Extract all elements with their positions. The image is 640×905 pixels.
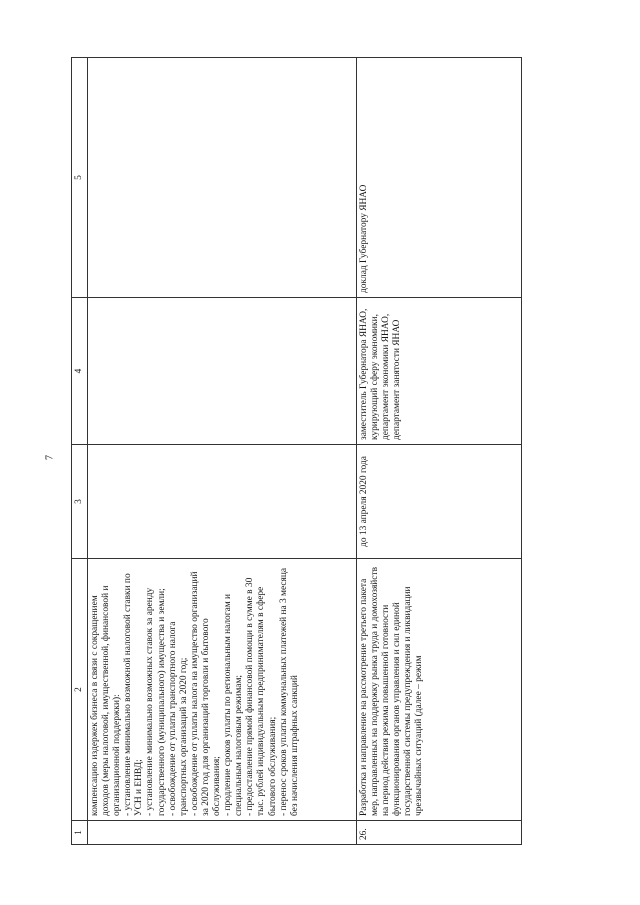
description-paragraph: - установление минимально возможной налоговой ставки по УСН и ЕНВД;	[123, 573, 145, 816]
table-row	[357, 58, 522, 845]
description-paragraph: - освобождение от уплаты транспортного налога транспортных организаций за 2020 год;	[167, 621, 189, 816]
column-number: 1	[72, 821, 88, 845]
description-paragraph: - продление сроков уплаты по региональным налогам и специальным налоговым режимам;	[223, 593, 245, 816]
result-cell	[88, 58, 357, 298]
column-number-row	[72, 58, 88, 845]
table-row	[88, 58, 357, 845]
term-cell: до 13 апреля 2020 года	[357, 445, 522, 559]
description-paragraph: - освобождение от уплаты налога на имущество организаций за 2020 год для организаций торговли и бытового обслуживания;	[189, 571, 223, 816]
term-cell	[88, 445, 357, 559]
column-number: 3	[72, 445, 88, 559]
description-paragraph: компенсацию издержек бизнеса в связи с сокращением доходов (меры налоговой, имущественной, финансовой и организационной поддержки):	[90, 585, 123, 816]
rotated-table-frame	[71, 58, 516, 845]
column-number: 5	[72, 58, 88, 298]
measure-description-cell	[88, 559, 357, 821]
row-number-cell: 26.	[357, 821, 522, 845]
measures-table	[71, 57, 522, 845]
measure-description-cell	[357, 559, 522, 821]
result-cell: доклад Губернатору ЯНАО	[357, 58, 522, 298]
row-number-cell	[88, 821, 357, 845]
column-number: 2	[72, 559, 88, 821]
page-number: 7	[44, 455, 56, 460]
description-paragraph: - перенос сроков уплаты коммунальных платежей на 3 месяца без начисления штрафных санкций	[278, 567, 300, 816]
column-number: 4	[72, 298, 88, 445]
executor-cell	[88, 298, 357, 445]
description-paragraph: Разработка и направление на рассмотрение третьего пакета мер, направленных на поддержку рынка труда и домохозяйств на период действия режима повышенной готовности функционирования органов управления и сил единой государственной системы предупреждения и ликвидации чрезвычайных ситуаций (далее – режим	[359, 567, 425, 816]
description-paragraph: - предоставление прямой финансовой помощи в сумме в 30 тыс. рублей индивидуальным предпринимателям в сфере бытового обслуживания;	[245, 577, 278, 816]
description-paragraph: - установление минимально возможных ставок за аренду государственного (муниципального) имущества и земли;	[145, 587, 167, 816]
executor-cell: заместитель Губернатора ЯНАО, курирующий сферу экономики, департамент экономики ЯНАО, департамент занятости ЯНАО	[357, 298, 522, 445]
